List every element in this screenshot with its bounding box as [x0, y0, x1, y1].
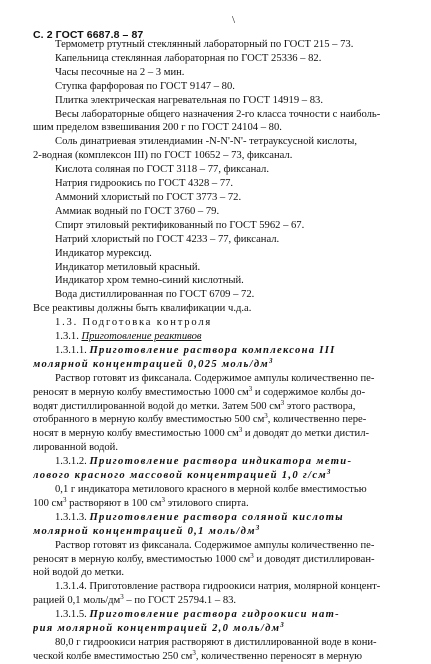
text-line: отобранного в мерную колбу вместимостью 500 $см^3$, количественно пере-: [33, 413, 367, 426]
text-line: Индикатор хром темно-синий кислотный.: [55, 275, 244, 287]
text-line: Раствор готовят из фиксанала. Содержимое ампулы количественно пе-: [55, 539, 375, 551]
text-line: ческой колбе вместимостью 250 $см^3$, количественно переносят в мерную: [33, 649, 363, 662]
text-line: Часы песочные на 2 – 3 мин.: [55, 66, 185, 78]
section-number: 1.3.1.1.: [55, 344, 90, 356]
section-number: 1.3.1.5.: [55, 609, 90, 621]
text-line: Соль динатриевая этилендиамин -N-N'-N'- тетрауксусной кислоты,: [55, 136, 358, 148]
section-heading: 1.3. Подготовка контроля: [55, 317, 213, 329]
section-number: 1.3.1.3.: [55, 511, 90, 523]
text-line: рацией 0,1 моль/$дм^3$ – по ГОСТ 25794.1 – 83.: [33, 594, 237, 607]
subsection-title-cont: рия молярной концентрацией 2,0 моль/$дм^3$: [33, 622, 286, 635]
text-line: реносят в мерную колбу, вместимостью 1000 $см^3$ и доводят дистиллирован-: [33, 552, 375, 565]
subsection-title: Приготовление раствора соляной кислоты: [89, 511, 344, 523]
subsection-heading: [33, 608, 407, 622]
page-mark: \: [232, 14, 236, 26]
text-line: Весы лабораторные общего назначения 2-го класса точности с наиболь-: [55, 108, 381, 120]
text-line: 0,1 г индикатора метилового красного в мерной колбе вместимостью: [55, 484, 367, 495]
text-line: Аммиак водный по ГОСТ 3760 – 79.: [55, 205, 220, 217]
text-line: Индикатор мурексид.: [55, 247, 152, 259]
text-line: Термометр ртутный стеклянный лабораторный по ГОСТ 215 – 73.: [55, 39, 354, 50]
text-line: водят дистиллированной водой до метки. Затем 500 $см^3$ этого раствора,: [33, 399, 356, 412]
text-line: Натрий хлористый по ГОСТ 4233 – 77, фиксанал.: [55, 233, 280, 245]
subsection-title-cont: молярной концентрацией 0,1 моль/$дм^3$: [33, 524, 261, 537]
subsection-title: Приготовление раствора гидроокиси нат-: [89, 609, 340, 621]
subsection-title: Приготовление раствора индикатора мети-: [89, 456, 353, 468]
text-line: Капельница стеклянная лабораторная по ГОСТ 25336 – 82.: [55, 52, 322, 64]
subsection-title: Приготовление реактивов: [81, 331, 202, 343]
text-line: шим пределом взвешивания 200 г по ГОСТ 24104 – 80.: [33, 122, 282, 134]
text-line: Индикатор метиловый красный.: [55, 261, 201, 273]
page-header: С. 2 ГОСТ 6687.8 – 87: [33, 29, 144, 41]
text-line: реносят в мерную колбу вместимостью 1000 $см^3$ и содержимое колбы до-: [33, 385, 366, 398]
subsection-heading: [33, 511, 407, 525]
subsection-heading: [33, 455, 407, 469]
text-line: лированной водой.: [33, 442, 118, 454]
subsection-title-cont: молярной концентрацией 0,025 моль/$дм^3$: [33, 357, 274, 370]
subsection-title: Приготовление раствора комплексона III: [89, 344, 336, 356]
text-line: 100 $см^3$ растворяют в 100 $см^3$ этилового спирта.: [33, 496, 249, 509]
text-line: Все реактивы должны быть квалификации ч.д.а.: [33, 303, 252, 315]
subsection-heading: [33, 330, 407, 344]
subsection-title-cont: лового красного массовой концентрацией 1,0 $г/см^3$: [33, 469, 332, 482]
subsection-heading: [33, 344, 407, 358]
text-line: ной водой до метки.: [33, 567, 125, 579]
section-number: 1.3.1.: [55, 331, 82, 343]
text-line: 80,0 г гидроокиси натрия растворяют в дистиллированной воде в кони-: [55, 636, 377, 648]
text-line: Ступка фарфоровая по ГОСТ 9147 – 80.: [55, 80, 235, 92]
section-number: 1.3.1.2.: [55, 456, 90, 468]
text-line: Плитка электрическая нагревательная по ГОСТ 14919 – 83.: [55, 94, 323, 106]
text-line: Вода дистиллированная по ГОСТ 6709 – 72.: [55, 289, 255, 301]
text-line: Раствор готовят из фиксанала. Содержимое ампулы количественно пе-: [55, 372, 375, 384]
text-line: 1.3.1.4. Приготовление раствора гидроокиси натрия, молярной концент-: [55, 581, 381, 593]
document-body: [33, 38, 407, 664]
text-line: Натрия гидроокись по ГОСТ 4328 – 77.: [55, 178, 234, 190]
text-line: 2-водная (комплексон III) по ГОСТ 10652 – 73, фиксанал.: [33, 150, 293, 162]
text-line: Кислота соляная по ГОСТ 3118 – 77, фиксанал.: [55, 164, 269, 176]
text-line: Аммоний хлористый по ГОСТ 3773 – 72.: [55, 191, 242, 203]
text-line: Спирт этиловый ректификованный по ГОСТ 5962 – 67.: [55, 219, 305, 231]
text-line: носят в мерную колбу вместимостью 1000 $см^3$ и доводят до метки дистил-: [33, 427, 370, 440]
